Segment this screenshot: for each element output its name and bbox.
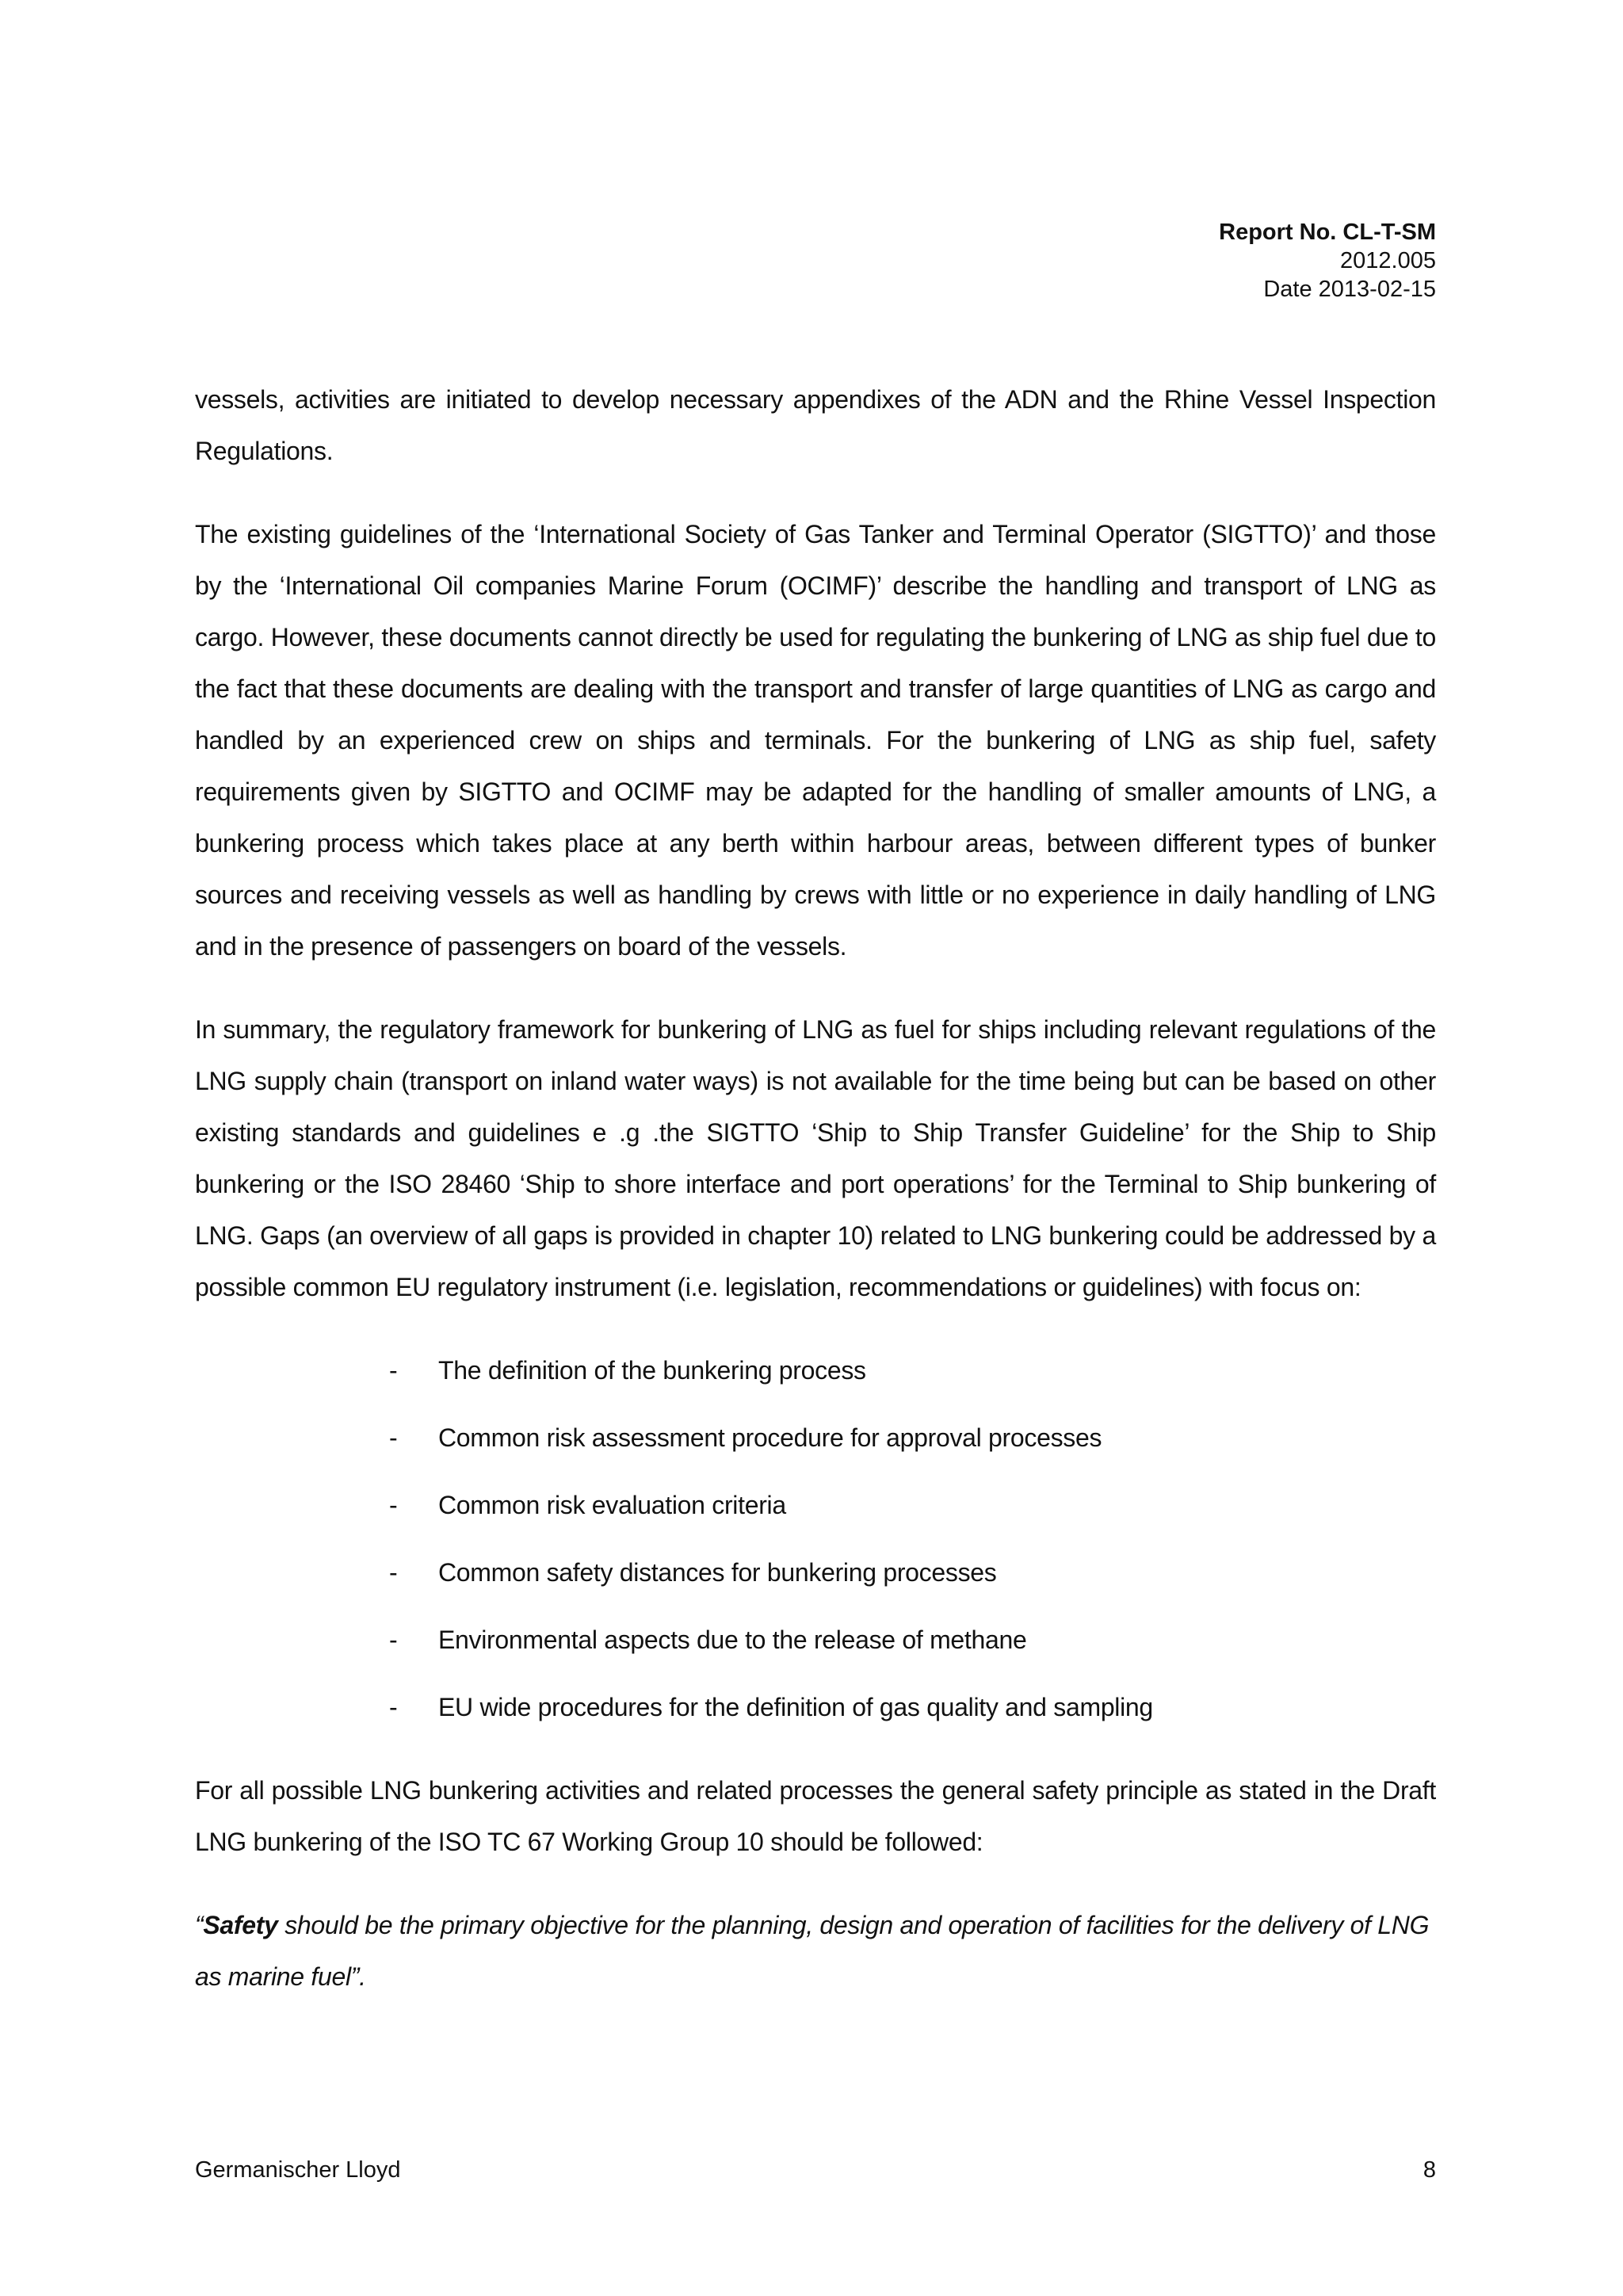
quote-text: should be the primary objective for the planning, design and operation of facilities for the delivery of LNG as marine fuel xyxy=(195,1911,1430,1991)
list-item xyxy=(389,1480,1436,1531)
list-item xyxy=(389,1412,1436,1464)
list-item-text: The definition of the bunkering process xyxy=(438,1356,866,1385)
closing-paragraph: For all possible LNG bunkering activities and related processes the general safety principle as stated in the Draft LNG bunkering of the ISO TC 67 Working Group 10 should be followed: xyxy=(195,1776,1436,1856)
paragraph-2: The existing guidelines of the ‘International Society of Gas Tanker and Terminal Operator (SIGTTO)’ and those by the ‘International Oil companies Marine Forum (OCIMF)’ describe the handling and transport of LNG as cargo. However, these documents cannot directly be used for regulating the bunkering of LNG as ship fuel due to the fact that these documents are dealing with the transport and transfer of large quantities of LNG as cargo and handled by an experienced crew on ships and terminals. For the bunkering of LNG as ship fuel, safety requirements given by SIGTTO and OCIMF may be adapted for the handling of smaller amounts of LNG, a bunkering process which takes place at any berth within harbour areas, between different types of bunker sources and receiving vessels as well as handling by crews with little or no experience in daily handling of LNG and in the presence of passengers on board of the vessels. xyxy=(195,520,1436,961)
footer-company: Germanischer Lloyd xyxy=(195,2157,401,2183)
safety-quote xyxy=(195,1900,1436,2003)
bullet-dash: - xyxy=(389,1356,398,1385)
list-item xyxy=(389,1682,1436,1733)
quote-open: “ xyxy=(195,1911,204,1939)
list-item-text: Common safety distances for bunkering processes xyxy=(438,1558,997,1587)
bullet-dash: - xyxy=(389,1558,398,1587)
list-item-text: Common risk evaluation criteria xyxy=(438,1491,786,1519)
list-item xyxy=(389,1547,1436,1599)
bullet-dash: - xyxy=(389,1491,398,1519)
page-number: 8 xyxy=(1423,2157,1436,2183)
report-number: 2012.005 xyxy=(1340,248,1436,273)
focus-list xyxy=(195,1345,1436,1733)
list-item-text: Environmental aspects due to the release of methane xyxy=(438,1626,1027,1654)
report-date: Date 2013-02-15 xyxy=(1263,277,1436,302)
quote-close: ”. xyxy=(350,1962,366,1991)
bullet-dash: - xyxy=(389,1693,398,1721)
list-item xyxy=(389,1345,1436,1396)
paragraph-1: vessels, activities are initiated to develop necessary appendixes of the ADN and the Rhine Vessel Inspection Regulations. xyxy=(195,385,1436,465)
report-header xyxy=(1219,218,1436,304)
report-number-label: Report No. CL-T-SM xyxy=(1219,220,1436,245)
quote-emphasis: Safety xyxy=(203,1911,278,1939)
bullet-dash: - xyxy=(389,1423,398,1452)
bullet-dash: - xyxy=(389,1626,398,1654)
list-item xyxy=(389,1614,1436,1666)
paragraph-3: In summary, the regulatory framework for bunkering of LNG as fuel for ships including relevant regulations of the LNG supply chain (transport on inland water ways) is not available for the time being but can be based on other existing standards and guidelines e .g .the SIGTTO ‘Ship to Ship Transfer Guideline’ for the Ship to Ship bunkering or the ISO 28460 ‘Ship to shore interface and port operations’ for the Terminal to Ship bunkering of LNG. Gaps (an overview of all gaps is provided in chapter 10) related to LNG bunkering could be addressed by a possible common EU regulatory instrument (i.e. legislation, recommendations or guidelines) with focus on: xyxy=(195,1015,1436,1301)
document-body xyxy=(195,374,1436,2034)
list-item-text: Common risk assessment procedure for approval processes xyxy=(438,1423,1102,1452)
list-item-text: EU wide procedures for the definition of gas quality and sampling xyxy=(438,1693,1153,1721)
